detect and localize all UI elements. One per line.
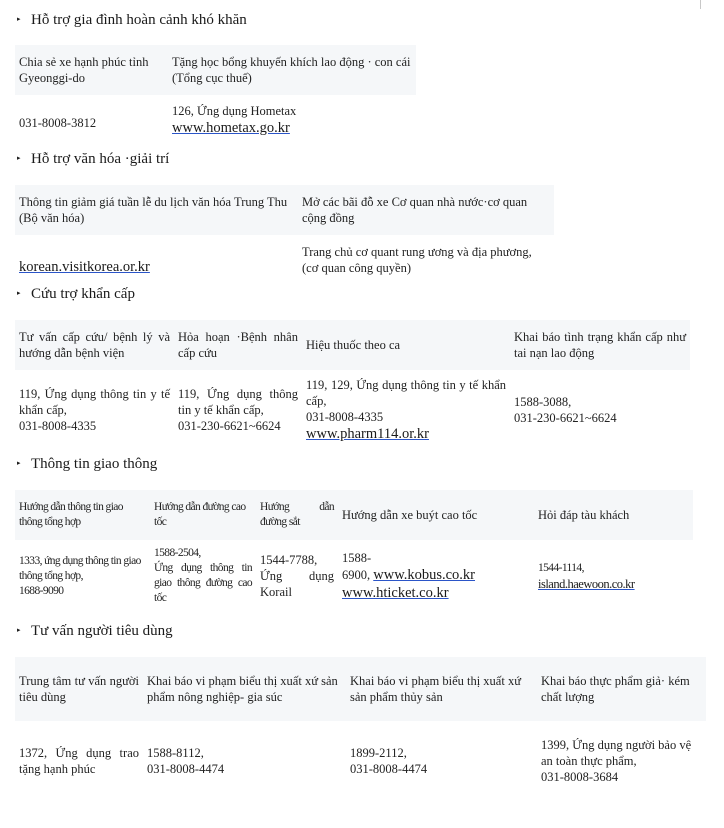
cell-text: 031-8008-4474 bbox=[350, 762, 428, 776]
header-cell: Tư vấn cấp cứu/ bệnh lý và hướng dẫn bệnh viện bbox=[15, 320, 174, 370]
section-heading-culture bbox=[17, 151, 169, 168]
data-cell bbox=[338, 540, 534, 612]
data-cell bbox=[150, 540, 256, 612]
data-cell: 1372, Ứng dụng trao tặng hạnh phúc bbox=[19, 746, 139, 776]
data-cell bbox=[534, 540, 693, 612]
header-cell: Mở các bãi đỗ xe Cơ quan nhà nước·cơ quan cộng đồng bbox=[298, 185, 554, 235]
section-title: Hỗ trợ gia đình hoàn cảnh khó khăn bbox=[31, 12, 247, 28]
data-cell bbox=[168, 95, 416, 145]
data-cell bbox=[143, 721, 346, 801]
cell-text: 031-8008-4335 bbox=[19, 419, 97, 433]
section-heading-consumer bbox=[17, 623, 173, 640]
data-cell bbox=[537, 721, 706, 801]
kobus-link[interactable]: www.kobus.co.kr bbox=[373, 567, 476, 583]
cell-text bbox=[342, 566, 530, 602]
data-cell: 031-8008-3812 bbox=[19, 116, 97, 130]
header-cell: Khai báo vi phạm biểu thị xuất xứ sản phẩm thủy sản bbox=[346, 657, 537, 721]
cell-text: 119, Ứng dụng thông tin y tế khẩn cấp, bbox=[19, 387, 170, 417]
data-cell bbox=[15, 370, 174, 450]
cell-text: Ứng dụng thông tin giao thông đường cao tốc bbox=[154, 562, 252, 604]
pharm114-link[interactable]: www.pharm114.or.kr bbox=[306, 426, 429, 442]
family-support-table bbox=[15, 45, 416, 145]
header-cell: Khai báo tình trạng khẩn cấp như tai nạn lao động bbox=[510, 320, 690, 370]
cell-text: 1588-2504, bbox=[154, 547, 201, 559]
data-cell bbox=[15, 540, 150, 612]
cell-text: 1588- bbox=[342, 551, 372, 565]
hometax-link[interactable]: www.hometax.go.kr bbox=[172, 120, 290, 136]
header-cell: Tặng học bổng khuyến khích lao động · con cái (Tổng cục thuế) bbox=[168, 45, 416, 95]
traffic-table bbox=[15, 490, 693, 612]
header-cell: Thông tin giảm giá tuần lễ du lịch văn hóa Trung Thu (Bộ văn hóa) bbox=[15, 185, 298, 235]
cell-text: 1688-9090 bbox=[19, 584, 64, 597]
data-cell bbox=[302, 370, 510, 450]
section-heading-family-support bbox=[17, 12, 247, 29]
haewoon-link[interactable]: island.haewoon.co.kr bbox=[538, 576, 635, 591]
cell-text: 031-8008-3684 bbox=[541, 770, 619, 784]
section-title: Tư vấn người tiêu dùng bbox=[31, 623, 173, 639]
bullet-icon: ▸ bbox=[17, 458, 21, 467]
header-cell: Trung tâm tư vấn người tiêu dùng bbox=[15, 657, 143, 721]
cell-text: 031-8008-4474 bbox=[147, 762, 225, 776]
data-cell: 1544-7788, Ứng dụng Korail bbox=[260, 553, 334, 599]
header-cell: Khai báo thực phẩm giả· kém chất lượng bbox=[537, 657, 706, 721]
header-cell: Hướng dẫn thông tin giao thông tổng hợp bbox=[15, 490, 150, 540]
data-cell bbox=[510, 370, 690, 450]
cell-text: 1544-1114, bbox=[538, 561, 584, 574]
header-cell: Hỏa hoạn ·Bệnh nhân cấp cứu bbox=[174, 320, 302, 370]
section-title: Thông tin giao thông bbox=[31, 456, 158, 472]
visitkorea-link[interactable]: korean.visitkorea.or.kr bbox=[19, 259, 150, 275]
header-cell: Hiệu thuốc theo ca bbox=[302, 320, 510, 370]
header-cell: Chia sẻ xe hạnh phúc tỉnh Gyeonggi-do bbox=[15, 45, 168, 95]
culture-support-table bbox=[15, 185, 554, 285]
cell-text: 1588-3088, bbox=[514, 395, 572, 409]
cell-text: 1333, ứng dụng thông tin giao thông tổng hợp, bbox=[19, 554, 141, 582]
data-cell bbox=[346, 721, 537, 801]
cell-text: 126, Ứng dụng Hometax bbox=[172, 104, 297, 118]
emergency-table bbox=[15, 320, 690, 450]
data-cell bbox=[15, 235, 298, 285]
cell-text: 6900, bbox=[342, 568, 371, 582]
hticket-link[interactable]: www.hticket.co.kr bbox=[342, 585, 449, 601]
consumer-table bbox=[15, 657, 706, 801]
section-title: Hỗ trợ văn hóa ·giải trí bbox=[31, 151, 170, 167]
header-cell: Hướng dẫn đường cao tốc bbox=[150, 490, 256, 540]
header-cell: Khai báo vi phạm biểu thị xuất xứ sản phẩm nông nghiệp- gia súc bbox=[143, 657, 346, 721]
data-cell: Trang chủ cơ quant rung ương và địa phương, (cơ quan công quyền) bbox=[302, 245, 532, 275]
bullet-icon: ▸ bbox=[17, 14, 21, 23]
cell-text: 119, 129, Ứng dụng thông tin y tế khẩn cấp, bbox=[306, 378, 506, 408]
bullet-icon: ▸ bbox=[17, 288, 21, 297]
header-cell: Hướng dẫn đường sắt bbox=[256, 490, 338, 540]
cell-text: 1588-8112, bbox=[147, 746, 204, 760]
data-cell bbox=[174, 370, 302, 450]
cell-text: 119, Ứng dụng thông tin y tế khẩn cấp, bbox=[178, 387, 298, 417]
cell-text: 1399, Ứng dụng người bảo vệ an toàn thực phẩm, bbox=[541, 738, 692, 768]
section-heading-traffic bbox=[17, 456, 157, 473]
cell-text: 1899-2112, bbox=[350, 746, 407, 760]
cell-text: 031-230-6621~6624 bbox=[514, 411, 617, 425]
bullet-icon: ▸ bbox=[17, 625, 21, 634]
cell-text: 031-230-6621~6624 bbox=[178, 419, 281, 433]
section-heading-emergency bbox=[17, 286, 135, 303]
section-title: Cứu trợ khẩn cấp bbox=[31, 286, 135, 302]
page-corner-mark bbox=[700, 0, 701, 9]
bullet-icon: ▸ bbox=[17, 153, 21, 162]
header-cell: Hướng dẫn xe buýt cao tốc bbox=[338, 490, 534, 540]
header-cell: Hỏi đáp tàu khách bbox=[534, 490, 693, 540]
cell-text: 031-8008-4335 bbox=[306, 410, 384, 424]
